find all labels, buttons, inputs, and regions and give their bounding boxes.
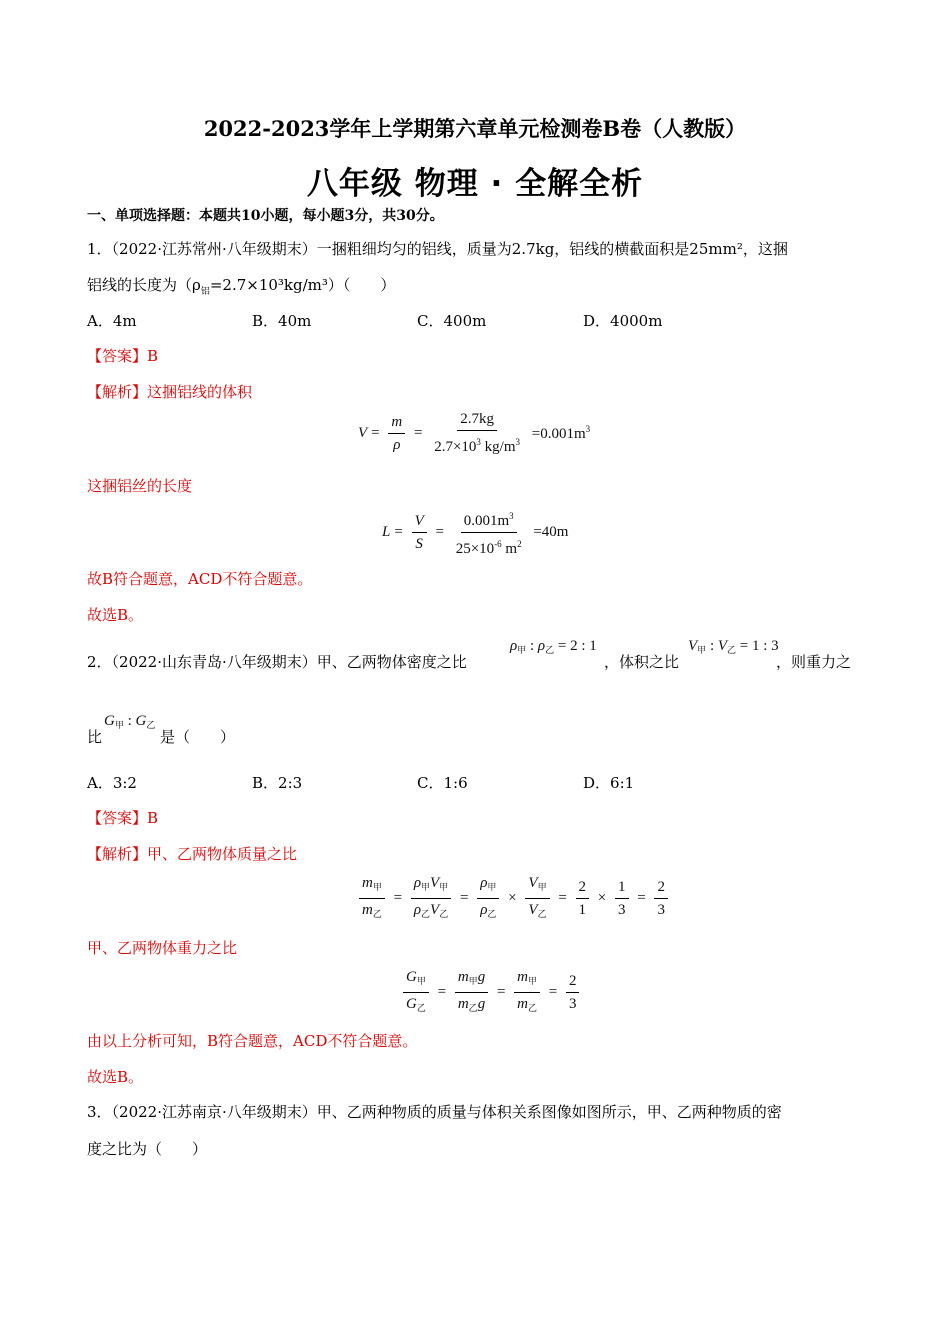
q2-weight-ratio-formula: $\frac{G_甲}{G_乙}$ = $\frac{m_甲g}{m_乙g}$ = $\frac{m_甲}{m_乙}$ = $\frac{2}{3}$ [400,968,582,1017]
q1-length-formula: L = $\frac{V}{S}$ = $\frac{0.001m^3}{25\times 10^{-6} m^2}$ =40m [380,507,570,558]
q2-stem-post: ，则重力之 [776,653,852,671]
document-title: 2022-2023学年上学期第六章单元检测卷B卷（人教版） [203,116,747,141]
q2-option-a: A．3:2 [87,774,137,792]
q1-option-a: A．4m [87,312,137,330]
section-heading: 一、单项选择题：本题共10小题，每小题3分，共30分。 [87,208,444,224]
q2-density-ratio: $\rho_甲$ : $\rho_乙 = 2$ : 1 [510,638,597,655]
q1-analysis-heading: 【解析】这捆铝线的体积 [87,383,253,401]
q2-analysis-heading: 【解析】甲、乙两物体质量之比 [87,845,298,863]
q1-option-b: B．40m [252,312,312,330]
q1-option-c: C．400m [417,312,487,330]
q3-stem-line1: 3．（2022·江苏南京·八年级期末）甲、乙两种物质的质量与体积关系图像如图所示，甲、乙两种物质的密 [87,1103,782,1121]
q3-stem-line2: 度之比为（ ） [87,1140,208,1158]
q2-stem-mid: ，体积之比 [604,653,680,671]
q1-stem-line2: 铝线的长度为$(\rho_铝=2.7\times 10^3kg/m^3)$（ ） [87,276,396,297]
q2-stem-line2-pre: 比 [87,728,103,746]
q2-option-b: B．2:3 [252,774,303,792]
q2-conclusion: 由以上分析可知，B符合题意，ACD不符合题意。 [87,1032,418,1050]
q2-mass-ratio-formula: $\frac{m_甲}{m_乙}$ = $\frac{\rho_甲V_甲}{\rho_乙V_乙}$ = $\frac{\rho_甲}{\rho_乙}$ × $\frac{V_甲}{V_乙}$ = $\frac{2}{1}$ × $\frac{1}{3}$ = $\frac{2}{3}$ [356,874,671,923]
q2-choose: 故选B。 [87,1068,144,1086]
q1-step2: 这捆铝丝的长度 [87,477,193,495]
q2-weight-ratio: $G_甲$ : $G_乙$ [104,713,156,730]
q2-stem-line1: 2．（2022·山东青岛·八年级期末）甲、乙两物体密度之比 [87,653,467,671]
q2-step2: 甲、乙两物体重力之比 [87,939,238,957]
q2-stem-line2-post: 是（ ） [160,728,236,746]
q1-option-d: D．4000m [583,312,663,330]
q1-conclusion: 故B符合题意，ACD不符合题意。 [87,570,313,588]
q2-option-c: C．1:6 [417,774,468,792]
q2-option-d: D．6:1 [583,774,635,792]
q1-stem-line1: 1．（2022·江苏常州·八年级期末）一捆粗细均匀的铝线，质量为2.7kg，铝线的横截面积是25mm²，这捆 [87,240,788,258]
q2-volume-ratio: $V_甲$ : $V_乙 = 1$ : 3 [688,638,779,655]
document-subtitle: 八年级 物理 · 全解全析 [306,166,644,202]
q1-answer: 【答案】B [87,347,159,365]
q1-choose: 故选B。 [87,606,144,624]
q2-answer: 【答案】B [87,809,159,827]
q1-volume-formula: V = $\frac{m}{\rho}$ = $\frac{2.7kg}{2.7\times 10^3 kg/m^3}$ $=0.001m^3$ [358,411,591,455]
